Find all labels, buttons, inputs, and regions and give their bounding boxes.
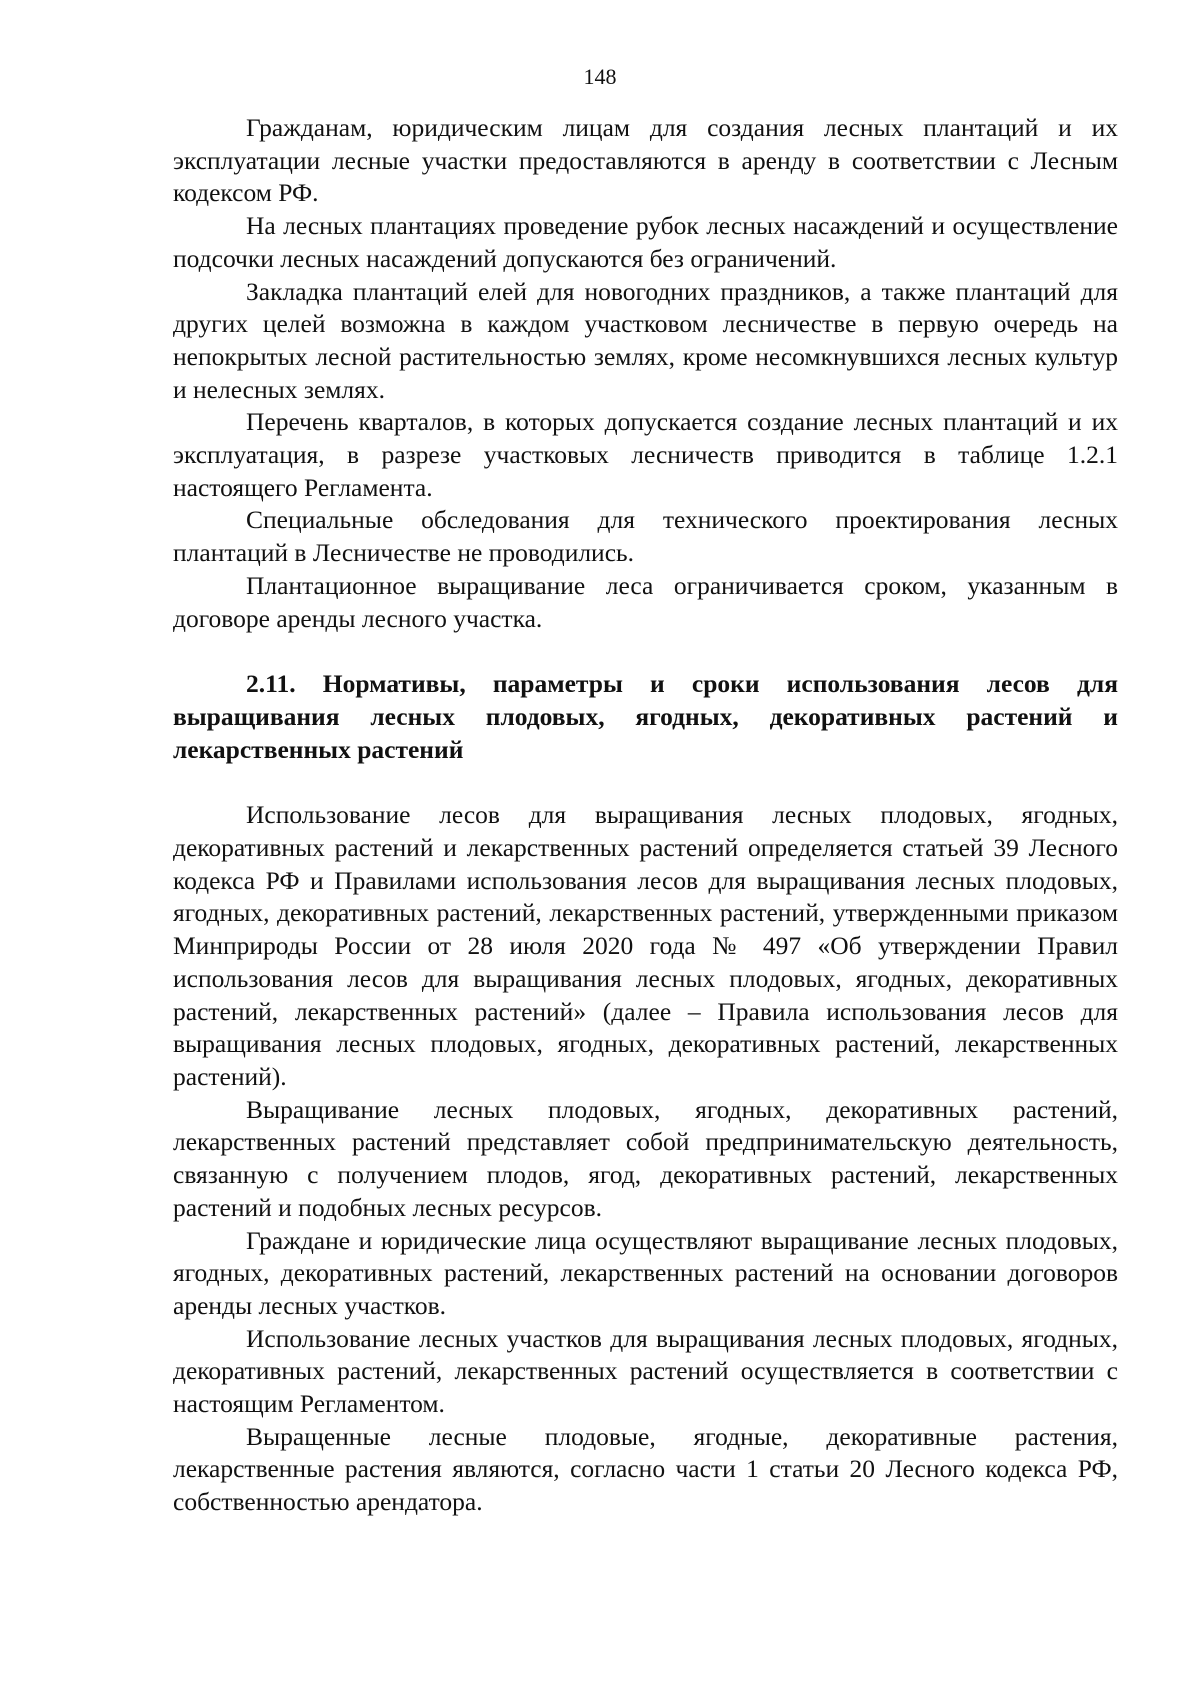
paragraph: На лесных плантациях проведение рубок лесных насаждений и осуществление подсочки лесных насаждений допускаются без ограничений. [173,211,1118,273]
paragraph: Граждане и юридические лица осуществляют выращивание лесных плодовых, ягодных, декоративных растений, лекарственных растений на основании договоров аренды лесных участков. [173,1225,1118,1320]
paragraph: Плантационное выращивание леса ограничивается сроком, указанным в договоре аренды лесного участка. [173,570,1118,633]
page-number: 148 [583,64,617,89]
paragraph: Использование лесных участков для выращивания лесных плодовых, ягодных, декоративных растений, лекарственных растений осуществляется в соответствии с настоящим Регламентом. [173,1323,1118,1419]
paragraph: Перечень кварталов, в которых допускается создание лесных плантаций и их эксплуатация, в разрезе участковых лесничеств приводится в таблице 1.2.1 настоящего Регламента. [173,407,1118,502]
paragraph: Гражданам, юридическим лицам для создания лесных плантаций и их эксплуатации лесные участки предоставляются в аренду в соответствии с Лесным кодексом РФ. [173,113,1118,208]
paragraph: Выращивание лесных плодовых, ягодных, декоративных растений, лекарственных растений представляет собой предпринимательскую деятельность, связанную с получением плодов, ягод, декоративных растений, лекарственных растений и подобных лесных ресурсов. [173,1094,1118,1222]
paragraph: Выращенные лесные плодовые, ягодные, декоративные растения, лекарственные растения являются, согласно части 1 статьи 20 Лесного кодекса РФ, собственностью арендатора. [173,1421,1118,1517]
paragraph: Использование лесов для выращивания лесных плодовых, ягодных, декоративных растений и лекарственных растений определяется статьей 39 Лесного кодекса РФ и Правилами использования лесов для выращивания лесных плодовых, ягодных, декоративных растений, лекарственных растений, утвержденными приказом Минприроды России от 28 июля 2020 года № 497 «Об утверждении Правил использования лесов для выращивания лесных плодовых, ягодных, декоративных растений, лекарственных растений» (далее – Правила использования лесов для выращивания лесных плодовых, ягодных, декоративных растений, лекарственных растений). [173,800,1118,1091]
section-heading: 2.11. Нормативы, параметры и сроки использования лесов для выращивания лесных плодовых, ягодных, декоративных растений и лекарственных растений [173,669,1118,764]
paragraph: Специальные обследования для технического проектирования лесных плантаций в Лесничестве не проводились. [173,505,1118,568]
page-content [173,112,1118,1519]
paragraph: Закладка плантаций елей для новогодних праздников, а также плантаций для других целей возможна в каждом участковом лесничестве в первую очередь на непокрытых лесной растительностью землях, кроме несомкнувшихся лесных культур и нелесных землях. [173,276,1118,404]
